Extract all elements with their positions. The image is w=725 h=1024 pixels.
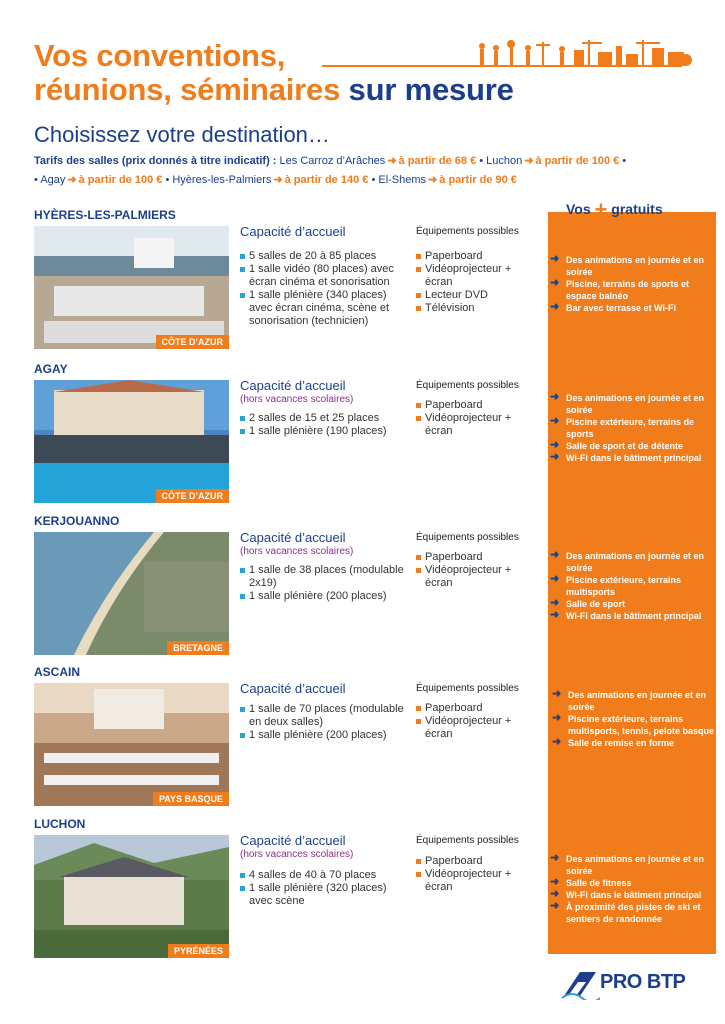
equipment-item: Paperboard bbox=[416, 702, 528, 715]
arrow-icon: ➜ bbox=[428, 174, 438, 186]
probtp-logo-icon bbox=[560, 968, 600, 1000]
tarifs-intro: Tarifs des salles (prix donnés à titre indicatif) : bbox=[34, 155, 277, 167]
capacity-heading: Capacité d’accueil bbox=[240, 681, 346, 696]
gratuit-item: ➜ Des animations en journée et en soirée bbox=[550, 550, 714, 574]
off-season-note: (hors vacances scolaires) bbox=[240, 546, 354, 557]
gratuits-list bbox=[552, 689, 716, 749]
gratuit-item: ➜ Salle de fitness bbox=[550, 877, 714, 889]
off-season-note: (hors vacances scolaires) bbox=[240, 849, 354, 860]
capacity-item: 2 salles de 15 et 25 places bbox=[240, 412, 408, 425]
capacity-item: 1 salle plénière (340 places) avec écran cinéma, scène et sonorisation (technicien) bbox=[240, 289, 408, 328]
equipment-item: Paperboard bbox=[416, 250, 528, 263]
gratuit-item: ➜ À proximité des pistes de ski et sentiers de randonnée bbox=[550, 901, 714, 925]
equipment-list bbox=[416, 855, 528, 894]
equipment-list bbox=[416, 250, 528, 315]
gratuit-item: ➜ Des animations en journée et en soirée bbox=[550, 853, 714, 877]
destination-photo bbox=[34, 380, 229, 503]
gratuits-list bbox=[550, 254, 714, 314]
equipment-heading: Équipements possibles bbox=[416, 532, 519, 543]
title-line-1: Vos conventions, bbox=[34, 38, 286, 73]
gratuits-label: gratuits bbox=[611, 201, 663, 217]
gratuit-item: ➜ Piscine extérieure, terrains multisports, tennis, pelote basque bbox=[552, 713, 716, 737]
skyline-illustration bbox=[470, 38, 696, 66]
destination-photo bbox=[34, 226, 229, 349]
equipment-list bbox=[416, 551, 528, 590]
equipment-item: Vidéoprojecteur + écran bbox=[416, 564, 528, 590]
capacity-item: 4 salles de 40 à 70 places bbox=[240, 869, 408, 882]
gratuit-item: ➜ Wi-Fi dans le bâtiment principal bbox=[550, 452, 714, 464]
region-badge: CÔTE D’AZUR bbox=[156, 335, 230, 349]
destination-photo bbox=[34, 683, 229, 806]
equipment-heading: Équipements possibles bbox=[416, 683, 519, 694]
destination-photo bbox=[34, 835, 229, 958]
tarifs-line-1 bbox=[34, 156, 694, 167]
destination-title: HYÈRES-LES-PALMIERS bbox=[34, 208, 176, 222]
destination-title: LUCHON bbox=[34, 817, 86, 831]
capacity-item: 1 salle plénière (320 places) avec scène bbox=[240, 882, 408, 908]
tarif-price: à partir de 90 € bbox=[439, 174, 517, 186]
tarifs-line-2 bbox=[34, 175, 694, 186]
gratuit-item: ➜ Salle de remise en forme bbox=[552, 737, 716, 749]
gratuit-item: ➜ Piscine, terrains de sports et espace balnéo bbox=[550, 278, 714, 302]
capacity-item: 1 salle vidéo (80 places) avec écran cinéma et sonorisation bbox=[240, 263, 408, 289]
tarif-name: Les Carroz d’Arâches bbox=[279, 155, 386, 167]
gratuit-item: ➜ Wi-Fi dans le bâtiment principal bbox=[550, 610, 714, 622]
gratuit-item: ➜ Salle de sport et de détente bbox=[550, 440, 714, 452]
capacity-item: 1 salle de 70 places (modulable en deux salles) bbox=[240, 703, 408, 729]
gratuits-list bbox=[550, 392, 714, 464]
tarif-price: à partir de 68 € bbox=[398, 155, 477, 167]
plus-icon: + bbox=[594, 197, 608, 222]
equipment-list bbox=[416, 702, 528, 741]
destination-title: ASCAIN bbox=[34, 665, 81, 679]
destination-title: KERJOUANNO bbox=[34, 514, 120, 528]
gratuit-item: ➜ Salle de sport bbox=[550, 598, 714, 610]
capacity-list bbox=[240, 564, 408, 603]
equipment-item: Paperboard bbox=[416, 399, 528, 412]
tarif-name: Hyères-les-Palmiers bbox=[172, 174, 272, 186]
tarif-sep: • bbox=[368, 174, 379, 186]
capacity-item: 5 salles de 20 à 85 places bbox=[240, 250, 408, 263]
equipment-item: Télévision bbox=[416, 302, 528, 315]
gratuit-item: ➜ Des animations en journée et en soirée bbox=[550, 254, 714, 278]
gratuit-item: ➜ Des animations en journée et en soirée bbox=[552, 689, 716, 713]
equipment-heading: Équipements possibles bbox=[416, 226, 519, 237]
tarif-sep: • bbox=[162, 174, 173, 186]
gratuit-item: ➜ Bar avec terrasse et Wi-Fi bbox=[550, 302, 714, 314]
region-badge: CÔTE D’AZUR bbox=[156, 489, 230, 503]
subtitle: Choisissez votre destination… bbox=[34, 122, 330, 147]
gratuit-item: ➜ Piscine extérieure, terrains multisports bbox=[550, 574, 714, 598]
tarif-name: Agay bbox=[40, 174, 66, 186]
title-line-2 bbox=[34, 74, 514, 105]
gratuit-item: ➜ Piscine extérieure, terrains de sports bbox=[550, 416, 714, 440]
destination-photo bbox=[34, 532, 229, 655]
title-line-2a: réunions, séminaires bbox=[34, 72, 341, 107]
gratuits-list bbox=[550, 853, 714, 925]
tarif-sep: • bbox=[476, 155, 487, 167]
capacity-heading: Capacité d’accueil bbox=[240, 530, 346, 545]
tarif-sep: • bbox=[619, 155, 627, 167]
equipment-item: Vidéoprojecteur + écran bbox=[416, 868, 528, 894]
equipment-item: Vidéoprojecteur + écran bbox=[416, 715, 528, 741]
equipment-item: Vidéoprojecteur + écran bbox=[416, 263, 528, 289]
arrow-icon: ➜ bbox=[387, 155, 397, 167]
capacity-list bbox=[240, 869, 408, 908]
tarif-price: à partir de 100 € bbox=[535, 155, 620, 167]
capacity-heading: Capacité d’accueil bbox=[240, 378, 346, 393]
tarif-name: Luchon bbox=[486, 155, 523, 167]
equipment-item: Lecteur DVD bbox=[416, 289, 528, 302]
tarif-price: à partir de 100 € bbox=[78, 174, 163, 186]
equipment-list bbox=[416, 399, 528, 438]
vos-plus-gratuits-heading bbox=[566, 197, 663, 222]
capacity-list bbox=[240, 412, 408, 438]
capacity-item: 1 salle plénière (200 places) bbox=[240, 590, 408, 603]
equipment-item: Paperboard bbox=[416, 855, 528, 868]
arrow-icon: ➜ bbox=[524, 155, 534, 167]
capacity-heading: Capacité d’accueil bbox=[240, 224, 346, 239]
capacity-heading: Capacité d’accueil bbox=[240, 833, 346, 848]
gratuits-list bbox=[550, 550, 714, 622]
region-badge: PAYS BASQUE bbox=[153, 792, 229, 806]
arrow-icon: ➜ bbox=[67, 174, 77, 186]
title-line-2b: sur mesure bbox=[348, 72, 514, 107]
vos-label: Vos bbox=[566, 201, 591, 217]
capacity-item: 1 salle plénière (200 places) bbox=[240, 729, 408, 742]
gratuit-item: ➜ Des animations en journée et en soirée bbox=[550, 392, 714, 416]
probtp-logo-text: PRO BTP bbox=[600, 971, 686, 993]
equipment-item: Paperboard bbox=[416, 551, 528, 564]
off-season-note: (hors vacances scolaires) bbox=[240, 394, 354, 405]
probtp-logo bbox=[560, 968, 700, 1000]
arrow-icon: ➜ bbox=[273, 174, 283, 186]
capacity-item: 1 salle plénière (190 places) bbox=[240, 425, 408, 438]
capacity-list bbox=[240, 250, 408, 328]
destination-title: AGAY bbox=[34, 362, 68, 376]
equipment-heading: Équipements possibles bbox=[416, 835, 519, 846]
equipment-item: Vidéoprojecteur + écran bbox=[416, 412, 528, 438]
gratuit-item: ➜ Wi-Fi dans le bâtiment principal bbox=[550, 889, 714, 901]
region-badge: PYRÉNÉES bbox=[168, 944, 229, 958]
region-badge: BRETAGNE bbox=[167, 641, 229, 655]
equipment-heading: Équipements possibles bbox=[416, 380, 519, 391]
tarif-name: El-Shems bbox=[378, 174, 427, 186]
tarif-price: à partir de 140 € bbox=[284, 174, 369, 186]
capacity-list bbox=[240, 703, 408, 742]
tarif-bullet: • bbox=[34, 174, 38, 186]
capacity-item: 1 salle de 38 places (modulable 2x19) bbox=[240, 564, 408, 590]
